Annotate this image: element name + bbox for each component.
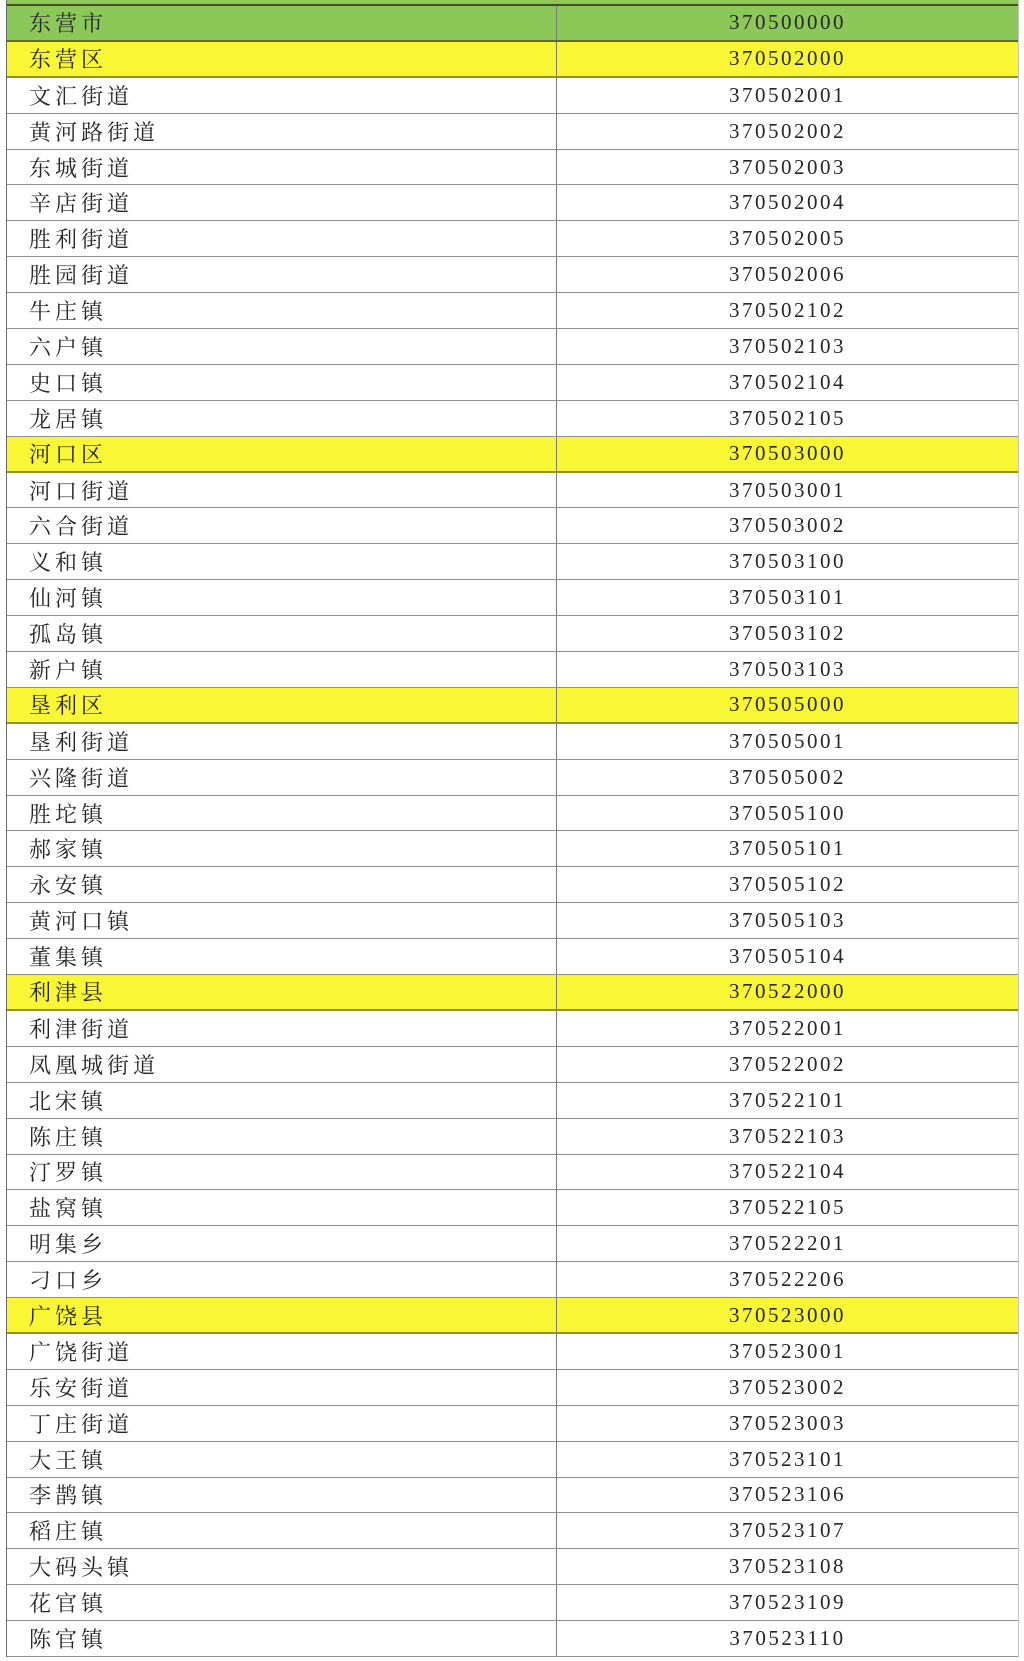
table-row	[7, 1190, 1018, 1226]
region-name-cell: 义和镇	[7, 544, 557, 579]
table-row	[7, 257, 1018, 293]
table-row	[7, 437, 1018, 473]
region-code-cell: 370523110	[729, 1626, 846, 1651]
region-name-cell: 胜利街道	[7, 221, 557, 256]
region-code-cell: 370523001	[729, 1338, 846, 1363]
table-row	[7, 652, 1018, 688]
region-name-cell: 垦利街道	[7, 724, 557, 759]
region-code-cell: 370523108	[729, 1554, 846, 1579]
region-code-cell: 370505103	[729, 908, 846, 933]
region-code-cell: 370503101	[729, 585, 846, 610]
region-code-cell: 370505002	[729, 764, 846, 789]
region-name-cell: 河口街道	[7, 473, 557, 508]
region-name-cell: 史口镇	[7, 365, 557, 400]
region-name-cell: 文汇街道	[7, 78, 557, 113]
region-code-cell: 370523003	[729, 1410, 846, 1435]
region-code-cell: 370522104	[729, 1159, 846, 1184]
table-body	[7, 6, 1018, 1657]
table-row	[7, 1083, 1018, 1119]
table-row	[7, 1549, 1018, 1585]
table-row	[7, 616, 1018, 652]
region-name-cell: 仙河镇	[7, 580, 557, 615]
table-row	[7, 401, 1018, 437]
table-row	[7, 1334, 1018, 1370]
region-name-cell: 稻庄镇	[7, 1513, 557, 1548]
region-name-cell: 郝家镇	[7, 831, 557, 866]
region-name-cell: 凤凰城街道	[7, 1047, 557, 1082]
region-name-cell: 兴隆街道	[7, 760, 557, 795]
region-name-cell: 大码头镇	[7, 1549, 557, 1584]
region-name-cell: 东城街道	[7, 150, 557, 185]
table-row	[7, 473, 1018, 509]
table-row	[7, 42, 1018, 78]
region-code-cell: 370502004	[729, 190, 846, 215]
region-code-cell: 370505101	[729, 836, 846, 861]
region-name-cell: 牛庄镇	[7, 293, 557, 328]
region-code-cell: 370522105	[729, 1195, 846, 1220]
region-code-cell: 370523107	[729, 1518, 846, 1543]
table-row	[7, 508, 1018, 544]
region-name-cell: 大王镇	[7, 1442, 557, 1477]
region-code-cell: 370502102	[729, 298, 846, 323]
region-code-cell: 370505001	[729, 728, 846, 753]
region-name-cell: 黄河路街道	[7, 114, 557, 149]
table-row	[7, 1442, 1018, 1478]
table-row	[7, 544, 1018, 580]
table-row	[7, 1406, 1018, 1442]
region-code-cell: 370522103	[729, 1123, 846, 1148]
region-name-cell: 陈官镇	[7, 1621, 557, 1656]
region-code-cell: 370502002	[729, 118, 846, 143]
table-row	[7, 1585, 1018, 1621]
region-code-cell: 370523002	[729, 1374, 846, 1399]
table-row	[7, 1370, 1018, 1406]
region-code-cell: 370502104	[729, 369, 846, 394]
table-row	[7, 293, 1018, 329]
region-name-cell: 丁庄街道	[7, 1406, 557, 1441]
table-row	[7, 365, 1018, 401]
table-row	[7, 939, 1018, 975]
table-row	[7, 1047, 1018, 1083]
region-name-cell: 董集镇	[7, 939, 557, 974]
region-code-cell: 370523101	[729, 1446, 846, 1471]
table-row	[7, 975, 1018, 1011]
region-name-cell: 辛店街道	[7, 185, 557, 220]
region-name-cell: 明集乡	[7, 1226, 557, 1261]
region-name-cell: 李鹊镇	[7, 1478, 557, 1513]
table-row	[7, 1478, 1018, 1514]
region-name-cell: 黄河口镇	[7, 903, 557, 938]
region-name-cell: 东营区	[7, 42, 557, 76]
table-row	[7, 688, 1018, 724]
region-name-cell: 利津街道	[7, 1011, 557, 1046]
table-row	[7, 1226, 1018, 1262]
region-name-cell: 盐窝镇	[7, 1190, 557, 1225]
table-row	[7, 724, 1018, 760]
table-row	[7, 78, 1018, 114]
region-code-cell: 370522206	[729, 1267, 846, 1292]
region-name-cell: 河口区	[7, 437, 557, 471]
region-name-cell: 东营市	[7, 6, 557, 40]
table-row	[7, 185, 1018, 221]
table-row	[7, 1262, 1018, 1298]
table-row	[7, 1119, 1018, 1155]
table-row	[7, 1298, 1018, 1334]
table-row	[7, 867, 1018, 903]
region-code-cell: 370503100	[729, 549, 846, 574]
table-row	[7, 114, 1018, 150]
region-name-cell: 六户镇	[7, 329, 557, 364]
region-name-cell: 乐安街道	[7, 1370, 557, 1405]
region-code-cell: 370505102	[729, 872, 846, 897]
region-name-cell: 花官镇	[7, 1585, 557, 1620]
region-code-cell: 370502005	[729, 226, 846, 251]
region-code-cell: 370505000	[729, 692, 846, 717]
region-name-cell: 孤岛镇	[7, 616, 557, 651]
admin-division-code-table	[6, 0, 1019, 1657]
region-code-cell: 370503001	[729, 477, 846, 502]
region-name-cell: 广饶县	[7, 1298, 557, 1332]
region-name-cell: 汀罗镇	[7, 1155, 557, 1190]
table-row	[7, 796, 1018, 832]
region-code-cell: 370502006	[729, 262, 846, 287]
region-name-cell: 陈庄镇	[7, 1119, 557, 1154]
region-name-cell: 永安镇	[7, 867, 557, 902]
table-row	[7, 903, 1018, 939]
region-name-cell: 胜坨镇	[7, 796, 557, 831]
region-code-cell: 370522000	[729, 979, 846, 1004]
region-name-cell: 刁口乡	[7, 1262, 557, 1297]
region-code-cell: 370500000	[729, 10, 846, 35]
region-code-cell: 370503000	[729, 441, 846, 466]
table-row	[7, 1621, 1018, 1657]
region-name-cell: 胜园街道	[7, 257, 557, 292]
region-code-cell: 370502003	[729, 154, 846, 179]
table-row	[7, 760, 1018, 796]
table-row	[7, 1155, 1018, 1191]
region-name-cell: 北宋镇	[7, 1083, 557, 1118]
region-name-cell: 六合街道	[7, 508, 557, 543]
region-name-cell: 垦利区	[7, 688, 557, 722]
region-code-cell: 370503002	[729, 513, 846, 538]
table-row	[7, 329, 1018, 365]
region-code-cell: 370502000	[729, 46, 846, 71]
table-row	[7, 221, 1018, 257]
table-row	[7, 6, 1018, 42]
table-row	[7, 831, 1018, 867]
table-row	[7, 150, 1018, 186]
region-code-cell: 370522002	[729, 1051, 846, 1076]
region-code-cell: 370523109	[729, 1590, 846, 1615]
table-row	[7, 580, 1018, 616]
region-code-cell: 370522201	[729, 1231, 846, 1256]
table-row	[7, 1011, 1018, 1047]
region-name-cell: 广饶街道	[7, 1334, 557, 1369]
region-code-cell: 370503103	[729, 656, 846, 681]
region-code-cell: 370523106	[729, 1482, 846, 1507]
region-code-cell: 370522001	[729, 1015, 846, 1040]
region-code-cell: 370502103	[729, 333, 846, 358]
region-code-cell: 370505100	[729, 800, 846, 825]
table-row	[7, 1513, 1018, 1549]
region-code-cell: 370522101	[729, 1087, 846, 1112]
region-code-cell: 370502001	[729, 82, 846, 107]
region-name-cell: 龙居镇	[7, 401, 557, 436]
region-code-cell: 370503102	[729, 621, 846, 646]
region-name-cell: 利津县	[7, 975, 557, 1009]
region-name-cell: 新户镇	[7, 652, 557, 687]
region-code-cell: 370502105	[729, 405, 846, 430]
region-code-cell: 370523000	[729, 1302, 846, 1327]
region-code-cell: 370505104	[729, 944, 846, 969]
